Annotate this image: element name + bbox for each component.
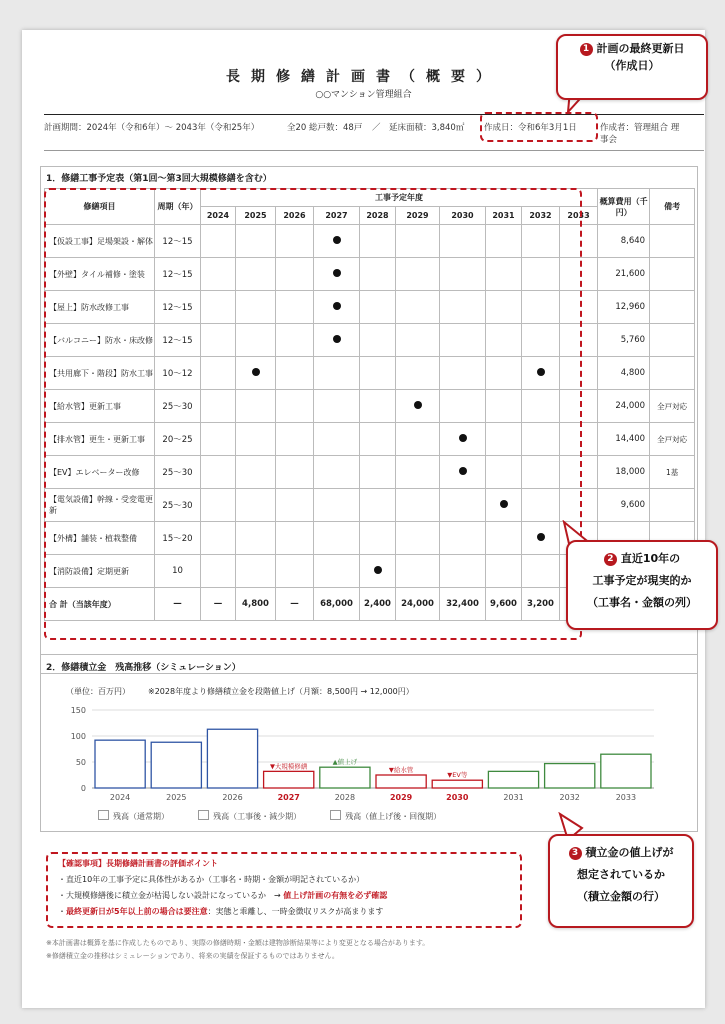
balance-bar [151, 742, 201, 788]
row-note [650, 324, 695, 357]
row-cost: 4,800 [598, 357, 650, 390]
x-tick-label: 2027 [277, 793, 300, 802]
bar-annotation: ▼給水管 [388, 766, 414, 774]
balance-bar [432, 780, 482, 788]
x-tick-label: 2026 [222, 793, 243, 802]
unit-count: 全20 総戸数：48戸 [287, 123, 363, 133]
row-cycle: 12〜15 [155, 324, 201, 357]
fund-balance-chart [62, 706, 692, 806]
row-item-name: 【屋上】防水改修工事 [45, 291, 155, 324]
row-note [650, 291, 695, 324]
balance-bar [488, 771, 538, 788]
balance-bar [95, 740, 145, 788]
legend-normal: 残高（通常期） [113, 812, 169, 821]
row-cost: 21,600 [598, 258, 650, 291]
total-value: 2,400 [360, 588, 396, 621]
row-cost: 18,000 [598, 456, 650, 489]
total-value: 24,000 [396, 588, 440, 621]
row-cycle: 10〜12 [155, 357, 201, 390]
callout-1-line1: 計画の最終更新日 [596, 42, 685, 55]
bar-annotation: ▲値上げ [332, 758, 358, 767]
footnote-2: ※修繕積立金の推移はシミュレーションであり、将来の実績を保証するものではありません。 [46, 952, 339, 960]
total-value: — [276, 588, 314, 621]
row-note: 1基 [650, 456, 695, 489]
row-cycle: 12〜15 [155, 291, 201, 324]
row-note [650, 258, 695, 291]
callout-2-line2: 工事予定が現実的か [592, 574, 692, 587]
callout-3-line3: （積立金額の行） [577, 890, 665, 903]
row-cost: 14,400 [598, 423, 650, 456]
chart-unit-label: （単位：百万円） [66, 687, 130, 696]
row-cost: 9,600 [598, 489, 650, 522]
callout-3-line2: 想定されているか [577, 868, 665, 881]
row-note [650, 225, 695, 258]
check-line-2: ・大規模修繕後に積立金が枯渇しない設計になっているか → 値上げ計画の有無を必ず確認 [58, 891, 388, 900]
row-cost: 8,640 [598, 225, 650, 258]
total-value: 3,200 [522, 588, 560, 621]
header-year: 2025 [236, 207, 276, 225]
total-value: — [201, 588, 236, 621]
header-year: 2028 [360, 207, 396, 225]
bar-annotation: ▼大規模修繕 [269, 762, 308, 771]
header-year: 2029 [396, 207, 440, 225]
x-tick-label: 2030 [446, 793, 469, 802]
document-title: 長期修繕計画書（概要） [226, 69, 501, 85]
row-cost: 24,000 [598, 390, 650, 423]
row-item-name: 【排水管】更生・更新工事 [45, 423, 155, 456]
header-rule [44, 114, 704, 115]
total-value: 9,600 [486, 588, 522, 621]
balance-bar [376, 775, 426, 788]
row-note: 全戸対応 [650, 423, 695, 456]
row-cycle: 15〜20 [155, 522, 201, 555]
row-item-name: 【共用廊下・階段】防水工事 [45, 357, 155, 390]
row-item-name: 【外構】舗装・植栽整備 [45, 522, 155, 555]
header-year: 2030 [440, 207, 486, 225]
callout-2-line1: 直近10年の [620, 552, 681, 565]
x-tick-label: 2031 [503, 793, 524, 802]
row-item-name: 【消防設備】定期更新 [45, 555, 155, 588]
x-tick-label: 2032 [559, 793, 580, 802]
meta-rule [44, 150, 704, 151]
row-cycle: 25〜30 [155, 390, 201, 423]
x-tick-label: 2028 [334, 793, 356, 802]
plan-period: 計画期間：2024年（令和6年）～ 2043年（令和25年） [44, 123, 260, 133]
header-year: 2031 [486, 207, 522, 225]
x-tick-label: 2024 [109, 793, 131, 802]
header-years-group: 工事予定年度 [201, 189, 598, 207]
y-tick-label: 100 [70, 732, 86, 741]
total-cycle: — [155, 588, 201, 621]
callout-3 [548, 834, 694, 928]
row-item-name: 【バルコニー】防水・床改修 [45, 324, 155, 357]
y-tick-label: 0 [80, 784, 86, 793]
row-cycle: 25〜30 [155, 456, 201, 489]
creation-date: 作成日：令和6年3月1日 [484, 123, 577, 133]
balance-bar [320, 767, 370, 788]
floor-area: ／ 延床面積：3,840㎡ [372, 123, 465, 133]
balance-bar [264, 771, 314, 788]
balance-bar [207, 729, 257, 788]
row-cycle: 12〜15 [155, 225, 201, 258]
callout-3-line1: 積立金の値上げが [585, 846, 674, 859]
association-name: ○○マンション管理組合 [315, 90, 412, 100]
row-cycle: 12〜15 [155, 258, 201, 291]
callout-2-line3: （工事名・金額の列） [587, 596, 697, 609]
row-item-name: 【電気設備】幹線・受変電更新 [45, 489, 155, 522]
header-year: 2033 [560, 207, 598, 225]
row-item-name: 【外壁】タイル補修・塗装 [45, 258, 155, 291]
footnote-1: ※本計画書は概算を基に作成したものであり、実際の修繕時期・金額は建物診断結果等により変更となる場合があります。 [46, 939, 430, 947]
x-tick-label: 2025 [166, 793, 187, 802]
y-tick-label: 150 [70, 706, 86, 715]
legend-recover: 残高（値上げ後・回復期） [345, 812, 442, 821]
header-year: 2026 [276, 207, 314, 225]
check-line-3: ・最終更新日が5年以上前の場合は要注意：実態と乖離し、一時金徴収リスクが高まります [58, 907, 384, 916]
legend-drop: 残高（工事後・減少期） [213, 812, 302, 821]
callout-2-number: 2 [604, 553, 617, 566]
row-note [650, 357, 695, 390]
header-item: 修繕項目 [45, 189, 155, 225]
row-item-name: 【仮設工事】足場架設・解体 [45, 225, 155, 258]
bar-annotation: ▼EV等 [447, 771, 468, 780]
row-note: 全戸対応 [650, 390, 695, 423]
legend-swatch-normal [98, 810, 109, 820]
chart-note: ※2028年度より修繕積立金を段階値上げ（月額：8,500円 → 12,000円） [148, 687, 414, 696]
row-cycle: 20〜25 [155, 423, 201, 456]
header-year: 2024 [201, 207, 236, 225]
check-line-1: ・直近10年の工事予定に具体性があるか（工事名・時期・金額が明記されているか） [58, 875, 365, 884]
row-cycle: 10 [155, 555, 201, 588]
header-cycle: 周期（年） [155, 189, 201, 225]
header-cost: 概算費用（千円） [598, 189, 650, 225]
balance-bar [601, 754, 651, 788]
total-value: 4,800 [236, 588, 276, 621]
total-label: 合 計（当該年度） [45, 588, 155, 621]
row-item-name: 【EV】エレベーター改修 [45, 456, 155, 489]
chart-legend [98, 810, 441, 822]
callout-2 [566, 540, 718, 630]
legend-swatch-recover [330, 810, 341, 820]
header-year: 2032 [522, 207, 560, 225]
x-tick-label: 2033 [615, 793, 637, 802]
total-value: 32,400 [440, 588, 486, 621]
schedule-highlight-box [44, 188, 582, 640]
plan-author: 作成者：管理組合 理事会 [600, 123, 680, 145]
header-note: 備考 [650, 189, 695, 225]
row-cycle: 25〜30 [155, 489, 201, 522]
schedule-section-title: 1．修繕工事予定表（第1回～第3回大規模修繕を含む） [46, 174, 272, 184]
header-year: 2027 [314, 207, 360, 225]
x-tick-label: 2029 [389, 793, 413, 802]
total-value: 68,000 [314, 588, 360, 621]
legend-swatch-drop [198, 810, 209, 820]
callout-3-number: 3 [569, 847, 582, 860]
callout-1 [556, 34, 708, 100]
creation-date-highlight [480, 112, 598, 142]
callout-1-line2: （作成日） [604, 59, 660, 72]
fund-section-title: 2．修繕積立金 残高推移（シミュレーション） [46, 663, 241, 673]
row-cost: 12,960 [598, 291, 650, 324]
y-tick-label: 50 [75, 758, 86, 767]
row-note [650, 489, 695, 522]
balance-bar [545, 764, 595, 788]
row-item-name: 【給水管】更新工事 [45, 390, 155, 423]
row-cost: 5,760 [598, 324, 650, 357]
check-title: 【確認事項】長期修繕計画書の評価ポイント [58, 859, 218, 868]
callout-1-number: 1 [580, 43, 593, 56]
